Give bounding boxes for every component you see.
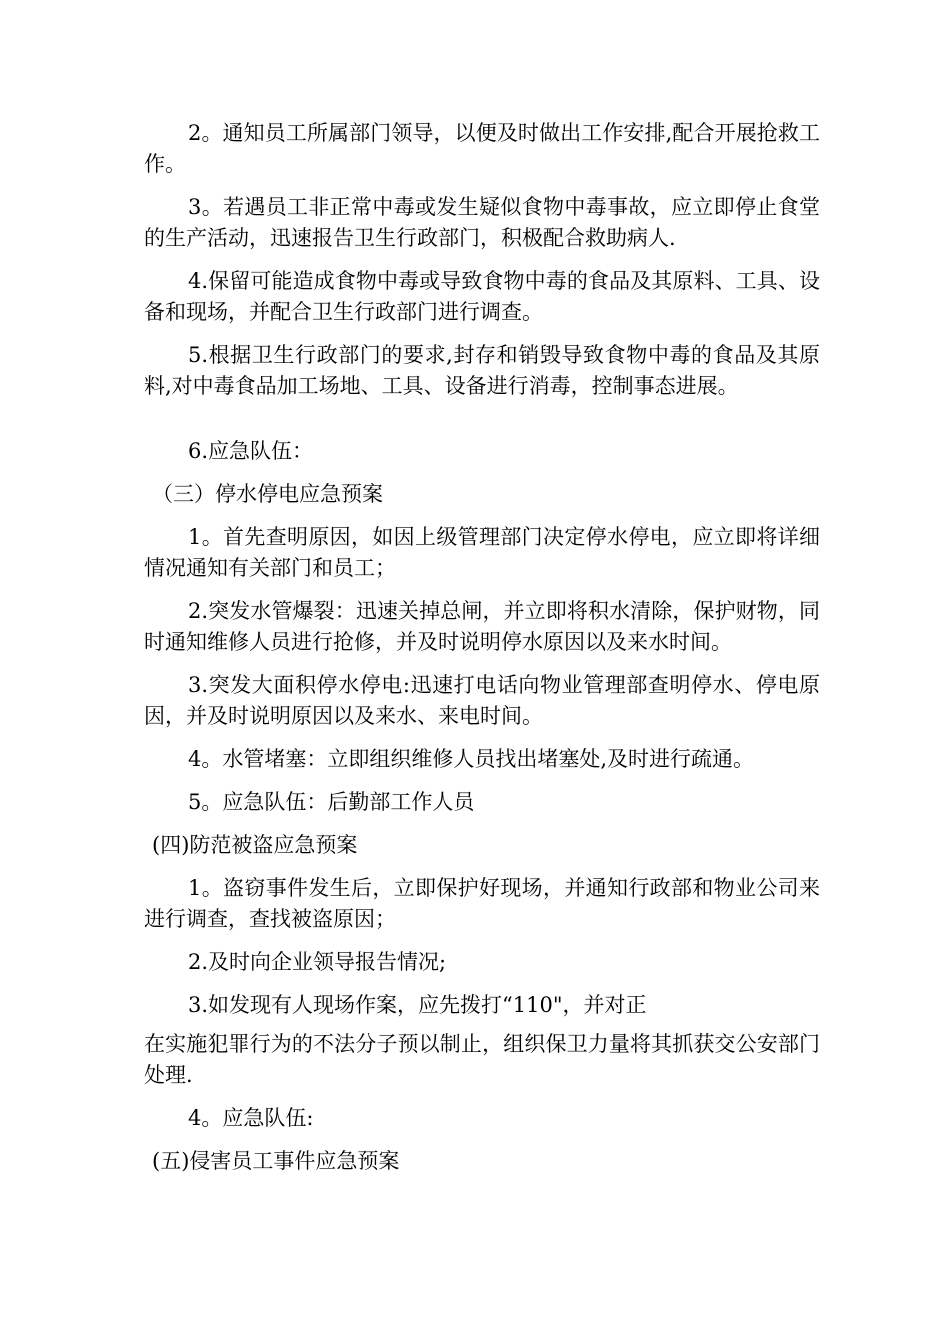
section-heading-theft: (四)防范被盗应急预案: [152, 833, 358, 857]
paragraph-abnormal-poisoning: 3。若遇员工非正常中毒或发生疑似食物中毒事故，应立即停止食堂的生产活动，迅速报告卫生行政部门，积极配合救助病人.: [144, 195, 820, 250]
paragraph-seal-and-destroy: 5.根据卫生行政部门的要求,封存和销毁导致食物中毒的食品及其原料,对中毒食品加工场地、工具、设备进行消毒，控制事态进展。: [144, 343, 820, 398]
paragraph-notify-department: 2。通知员工所属部门领导，以便及时做出工作安排,配合开展抢救工作。: [144, 121, 820, 176]
paragraph-emergency-team-logistics: 5。应急队伍：后勤部工作人员: [188, 790, 475, 814]
section-heading-employee-harm: (五)侵害员工事件应急预案: [152, 1149, 400, 1173]
paragraph-stop-criminals: 在实施犯罪行为的不法分子预以制止，组织保卫力量将其抓获交公安部门处理.: [144, 1032, 820, 1087]
paragraph-large-outage: 3.突发大面积停水停电:迅速打电话向物业管理部查明停水、停电原因，并及时说明原因以及来水、来电时间。: [144, 673, 820, 728]
paragraph-emergency-team-food: 6.应急队伍：: [188, 439, 314, 463]
paragraph-emergency-team-theft: 4。应急队伍:: [188, 1106, 314, 1130]
paragraph-preserve-evidence: 4.保留可能造成食物中毒或导致食物中毒的食品及其原料、工具、设备和现场，并配合卫生行政部门进行调查。: [144, 269, 820, 324]
paragraph-theft-protect-scene: 1。盗窃事件发生后，立即保护好现场，并通知行政部和物业公司来进行调查，查找被盗原因；: [144, 876, 820, 931]
paragraph-report-leaders: 2.及时向企业领导报告情况;: [188, 950, 447, 974]
paragraph-pipe-burst: 2.突发水管爆裂：迅速关掉总闸，并立即将积水清除，保护财物，同时通知维修人员进行抢修，并及时说明停水原因以及来水时间。: [144, 599, 820, 654]
paragraph-call-110: 3.如发现有人现场作案，应先拨打“110"，并对正: [188, 993, 647, 1017]
paragraph-find-cause: 1。首先查明原因，如因上级管理部门决定停水停电，应立即将详细情况通知有关部门和员工；: [144, 525, 820, 580]
paragraph-pipe-blockage: 4。水管堵塞：立即组织维修人员找出堵塞处,及时进行疏通。: [188, 747, 755, 771]
section-heading-water-power: （三）停水停电应急预案: [152, 482, 383, 506]
document-page: [144, 118, 820, 1189]
